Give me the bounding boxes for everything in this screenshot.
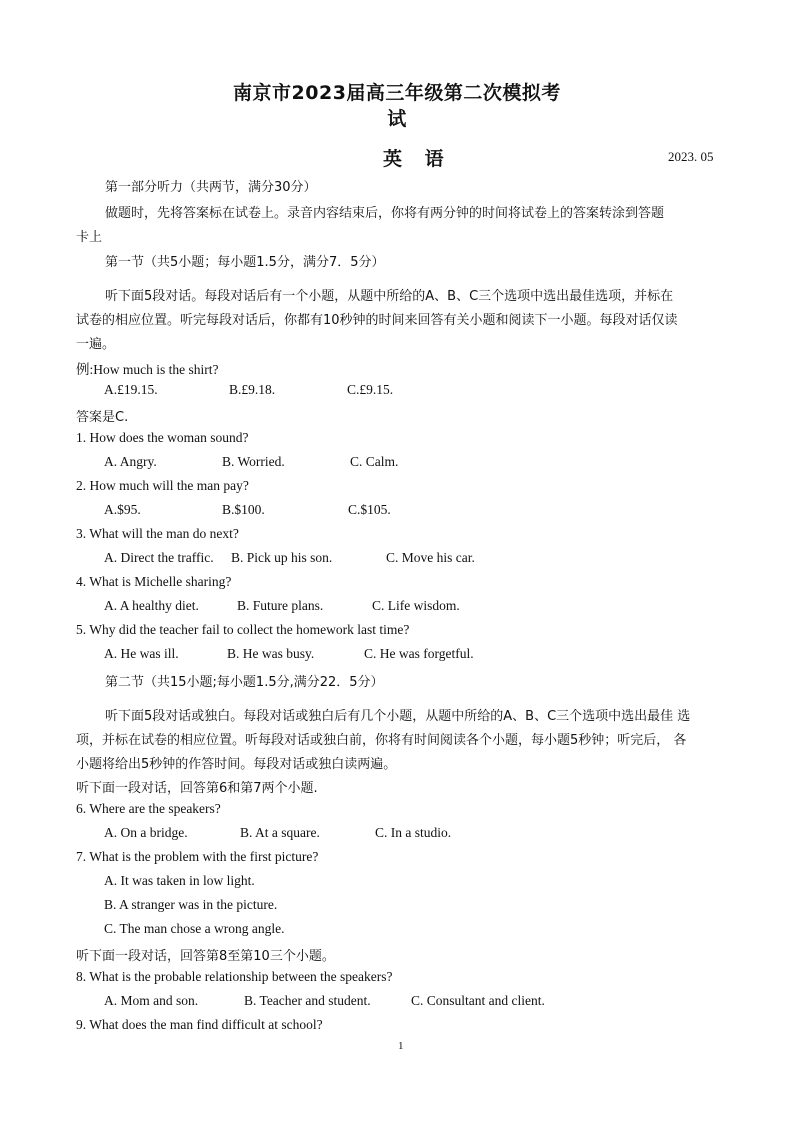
q3-option-c: C. Move his car. xyxy=(386,550,475,565)
q1-option-b: B. Worried. xyxy=(222,454,285,469)
q3-option-b: B. Pick up his son. xyxy=(231,550,333,565)
question-7: 7. What is the problem with the first picture? xyxy=(76,849,319,864)
section2-instruction-line3: 小题将给出5秒钟的作答时间。每段对话或独白读两遍。 xyxy=(76,757,397,772)
example-question: 例:How much is the shirt? xyxy=(76,362,219,377)
q6-option-b: B. At a square. xyxy=(240,825,320,840)
q8-option-b: B. Teacher and student. xyxy=(244,993,371,1008)
example-answer: 答案是C. xyxy=(76,410,129,425)
q8-option-a: A. Mom and son. xyxy=(104,993,199,1008)
q7-option-b: B. A stranger was in the picture. xyxy=(104,897,278,912)
section1-instruction-line2: 试卷的相应位置。听完每段对话后，你都有10秒钟的时间来回答有关小题和阅读下一小题。每段对话仅读 xyxy=(76,313,678,328)
group1-intro: 听下面一段对话，回答第6和第7两个小题. xyxy=(76,781,318,796)
q1-option-c: C. Calm. xyxy=(350,454,399,469)
q1-option-a: A. Angry. xyxy=(104,454,157,469)
section2-heading: 第二节（共15小题;每小题1.5分,满分22．5分） xyxy=(105,675,384,690)
q4-option-b: B. Future plans. xyxy=(237,598,324,613)
q6-option-a: A. On a bridge. xyxy=(104,825,188,840)
q5-option-c: C. He was forgetful. xyxy=(364,646,474,661)
exam-title-line2: 试 xyxy=(387,108,407,130)
q7-option-a: A. It was taken in low light. xyxy=(104,873,255,888)
group2-intro: 听下面一段对话，回答第8至第10三个小题。 xyxy=(76,949,335,964)
part1-instruction-line1: 做题时，先将答案标在试卷上。录音内容结束后，你将有两分钟的时间将试卷上的答案转涂到答题 xyxy=(105,206,665,221)
example-option-c: C.£9.15. xyxy=(347,382,394,397)
section1-instruction-line1: 听下面5段对话。每段对话后有一个小题，从题中所给的A、B、C三个选项中选出最佳选项，并标在 xyxy=(105,289,674,304)
q7-option-c: C. The man chose a wrong angle. xyxy=(104,921,285,936)
question-8: 8. What is the probable relationship between the speakers? xyxy=(76,969,393,984)
question-5: 5. Why did the teacher fail to collect the homework last time? xyxy=(76,622,410,637)
question-2: 2. How much will the man pay? xyxy=(76,478,249,493)
page-number: 1 xyxy=(398,1040,404,1052)
exam-title-line1: 南京市2023届高三年级第二次模拟考 xyxy=(233,82,561,104)
q2-option-a: A.$95. xyxy=(104,502,141,517)
q5-option-b: B. He was busy. xyxy=(227,646,315,661)
section1-instruction-line3: 一遍。 xyxy=(76,337,116,352)
q3-option-a: A. Direct the traffic. xyxy=(104,550,214,565)
part1-heading: 第一部分听力（共两节，满分30分） xyxy=(105,180,317,195)
q2-option-b: B.$100. xyxy=(222,502,265,517)
q8-option-c: C. Consultant and client. xyxy=(411,993,545,1008)
question-6: 6. Where are the speakers? xyxy=(76,801,221,816)
question-1: 1. How does the woman sound? xyxy=(76,430,249,445)
q4-option-c: C. Life wisdom. xyxy=(372,598,460,613)
question-9: 9. What does the man find difficult at school? xyxy=(76,1017,323,1032)
section2-instruction-line2: 项，并标在试卷的相应位置。听每段对话或独白前，你将有时间阅读各个小题，每小题5秒钟；听完后， 各 xyxy=(76,733,687,748)
section1-heading: 第一节（共5小题；每小题1.5分，满分7．5分） xyxy=(105,255,385,270)
q5-option-a: A. He was ill. xyxy=(104,646,179,661)
exam-date: 2023. 05 xyxy=(668,149,714,164)
q4-option-a: A. A healthy diet. xyxy=(104,598,199,613)
question-4: 4. What is Michelle sharing? xyxy=(76,574,232,589)
subject-title: 英 语 xyxy=(383,148,452,170)
section2-instruction-line1: 听下面5段对话或独白。每段对话或独白后有几个小题，从题中所给的A、B、C三个选项中选出最佳 选 xyxy=(105,709,691,724)
q2-option-c: C.$105. xyxy=(348,502,391,517)
question-3: 3. What will the man do next? xyxy=(76,526,239,541)
example-option-a: A.£19.15. xyxy=(104,382,158,397)
part1-instruction-line2: 卡上 xyxy=(76,230,103,245)
q6-option-c: C. In a studio. xyxy=(375,825,452,840)
example-option-b: B.£9.18. xyxy=(229,382,276,397)
